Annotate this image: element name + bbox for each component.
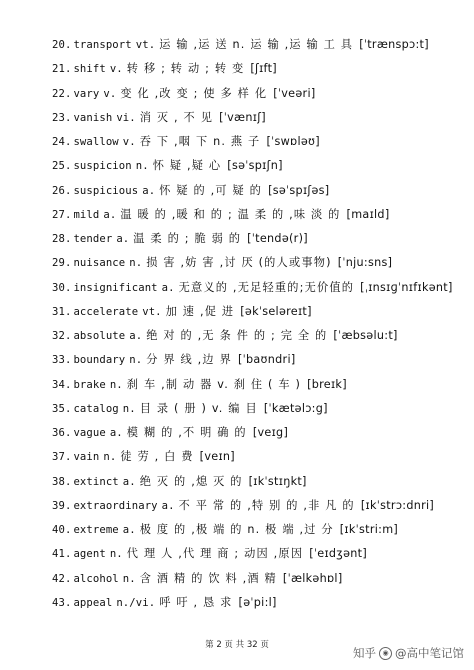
entry-meaning: 刹 车 ,制 动 器 v. 刹 住 ( 车 ) [126, 377, 302, 391]
vocab-entry [52, 82, 470, 106]
entry-part-of-speech: a. [161, 499, 175, 512]
entry-word: swallow [73, 136, 119, 148]
entry-phonetic: [əkˈseləreɪt] [240, 304, 312, 318]
entry-word: accelerate [73, 305, 139, 318]
entry-meaning: 损 害 ,妨 害 ,讨 厌 (的人或事物) [146, 256, 332, 270]
entry-meaning: 代 理 人 ,代 理 商 ; 动因 ,原因 [126, 547, 304, 561]
entry-word: agent [73, 548, 106, 561]
vocab-entry [52, 227, 470, 251]
entry-number: 33. [52, 354, 72, 367]
entry-part-of-speech: a. [129, 330, 143, 342]
entry-meaning: 无意义的 ,无足轻重的;无价值的 [178, 280, 355, 294]
entry-meaning: 吞 下 ,咽 下 n. 燕 子 [139, 135, 261, 148]
entry-number: 39. [52, 499, 72, 512]
vocabulary-list [52, 33, 470, 615]
entry-number: 25. [52, 160, 72, 173]
vocab-entry [52, 33, 470, 57]
watermark-author: @高中笔记馆 [395, 646, 464, 660]
entry-number: 20. [52, 39, 72, 51]
entry-word: catalog [73, 402, 119, 415]
entry-meaning: 怀 疑 ,疑 心 [152, 159, 222, 173]
entry-number: 23. [52, 111, 72, 124]
entry-part-of-speech: n. [135, 160, 149, 173]
entry-part-of-speech: a. [122, 475, 136, 488]
entry-part-of-speech: vi. [116, 111, 136, 124]
entry-meaning: 不 平 常 的 ,特 别 的 ,非 凡 的 [178, 498, 355, 512]
entry-word: vanish [73, 111, 113, 124]
entry-meaning: 模 糊 的 ,不 明 确 的 [126, 426, 247, 439]
entry-part-of-speech: n. [129, 257, 143, 270]
entry-part-of-speech: n. [129, 354, 143, 367]
entry-number: 42. [52, 572, 72, 585]
entry-phonetic: [ˈnju:sns] [337, 256, 393, 270]
entry-part-of-speech: v. [109, 63, 123, 76]
entry-meaning: 分 界 线 ,边 界 [146, 353, 232, 367]
entry-meaning: 绝 对 的 ,无 条 件 的 ; 完 全 的 [146, 329, 328, 342]
entry-phonetic: [səˈspɪʃəs] [268, 183, 330, 197]
entry-phonetic: [ˈtendə(r)] [247, 232, 308, 245]
entry-word: boundary [73, 354, 126, 367]
entry-number: 40. [52, 524, 72, 536]
entry-number: 29. [52, 257, 72, 270]
entry-phonetic: [ˈkætəlɔ:g] [263, 401, 328, 415]
entry-number: 38. [52, 475, 72, 488]
entry-number: 32. [52, 330, 72, 342]
entry-part-of-speech: a. [109, 427, 123, 439]
entry-phonetic: [ɪkˈstrɔ:dnri] [360, 498, 435, 512]
entry-word: absolute [73, 330, 126, 342]
entry-word: vague [73, 427, 106, 439]
entry-meaning: 怀 疑 的 ,可 疑 的 [159, 183, 263, 197]
entry-part-of-speech: a. [116, 233, 130, 245]
entry-phonetic: [əˈpi:l] [238, 595, 277, 609]
entry-word: vain [73, 451, 100, 464]
vocab-entry [52, 203, 470, 227]
entry-phonetic: [breɪk] [307, 377, 347, 391]
vocab-entry [52, 251, 470, 275]
entry-meaning: 温 暖 的 ,暖 和 的 ; 温 柔 的 ,味 淡 的 [120, 207, 341, 221]
entry-meaning: 运 输 ,运 送 n. 运 输 ,运 输 工 具 [159, 38, 354, 51]
entry-word: alcohol [73, 572, 119, 585]
entry-number: 34. [52, 378, 72, 391]
entry-meaning: 含 酒 精 的 饮 料 ,酒 精 [139, 571, 277, 585]
entry-part-of-speech: a. [122, 524, 136, 536]
entry-word: appeal [73, 596, 113, 609]
entry-part-of-speech: n. [109, 548, 123, 561]
entry-meaning: 徒 劳 , 白 费 [120, 450, 194, 464]
entry-meaning: 变 化 ,改 变 ; 使 多 样 化 [120, 86, 268, 100]
entry-meaning: 目 录 ( 册 ) v. 编 目 [139, 401, 258, 415]
vocab-entry [52, 494, 470, 518]
watermark-site: 知乎 [353, 646, 376, 660]
entry-word: tender [73, 233, 113, 245]
vocab-entry [52, 154, 470, 178]
entry-part-of-speech: a. [103, 208, 117, 221]
entry-phonetic: [ˈbaʊndri] [237, 353, 296, 367]
entry-number: 24. [52, 136, 72, 148]
entry-phonetic: [ˈeɪdʒənt] [309, 547, 367, 561]
entry-part-of-speech: a. [161, 281, 175, 294]
entry-part-of-speech: n. [122, 572, 136, 585]
vocab-entry [52, 276, 470, 300]
entry-meaning: 温 柔 的 ; 脆 弱 的 [133, 232, 242, 245]
entry-number: 37. [52, 451, 72, 464]
entry-phonetic: [maɪld] [346, 207, 390, 221]
vocab-entry [52, 324, 470, 348]
watermark [353, 645, 464, 661]
entry-word: nuisance [73, 257, 126, 270]
entry-phonetic: [veɪg] [252, 426, 289, 439]
entry-phonetic: [ˈveəri] [273, 86, 316, 100]
entry-number: 31. [52, 305, 72, 318]
vocab-entry [52, 470, 470, 494]
entry-phonetic: [ɪkˈstɪŋkt] [248, 474, 307, 488]
entry-phonetic: [ˈæbsəlu:t] [333, 329, 398, 342]
entry-phonetic: [ˈælkəhɒl] [282, 571, 343, 585]
entry-meaning: 转 移 ; 转 动 ; 转 变 [126, 62, 245, 76]
entry-part-of-speech: vt. [142, 305, 162, 318]
entry-phonetic: [ʃɪft] [250, 62, 277, 76]
entry-part-of-speech: n. [109, 378, 123, 391]
entry-part-of-speech: v. [103, 87, 117, 100]
entry-word: extreme [73, 524, 119, 536]
entry-number: 43. [52, 596, 72, 609]
entry-meaning: 加 速 ,促 进 [165, 304, 235, 318]
entry-part-of-speech: vt. [135, 39, 156, 51]
vocab-entry [52, 130, 470, 154]
entry-number: 26. [52, 184, 72, 197]
vocab-entry [52, 179, 470, 203]
page-number-label: 第 2 页 共 32 页 [205, 640, 269, 650]
entry-meaning: 极 度 的 ,极 端 的 n. 极 端 ,过 分 [139, 523, 334, 536]
entry-part-of-speech: v. [122, 136, 136, 148]
entry-phonetic: [ˈswɒləʊ] [266, 135, 320, 148]
entry-phonetic: [veɪn] [199, 450, 235, 464]
entry-word: extraordinary [73, 499, 158, 512]
entry-phonetic: [səˈspɪʃn] [227, 159, 283, 173]
entry-word: mild [73, 208, 100, 221]
entry-word: brake [73, 378, 106, 391]
entry-word: extinct [73, 475, 119, 488]
vocab-entry [52, 567, 470, 591]
vocab-entry [52, 445, 470, 469]
entry-word: insignificant [73, 281, 158, 294]
entry-word: shift [73, 63, 106, 76]
vocab-entry [52, 542, 470, 566]
entry-meaning: 消 灭 , 不 见 [139, 110, 214, 124]
vocab-entry [52, 421, 470, 445]
entry-phonetic: [ˈtrænspɔ:t] [359, 38, 429, 51]
vocab-entry [52, 518, 470, 542]
entry-number: 30. [52, 281, 72, 294]
entry-number: 22. [52, 87, 72, 100]
entry-part-of-speech: n. [103, 451, 117, 464]
entry-part-of-speech: n./vi. [116, 596, 156, 609]
entry-number: 35. [52, 402, 72, 415]
entry-word: vary [73, 87, 100, 100]
entry-number: 36. [52, 427, 72, 439]
entry-word: suspicion [73, 160, 132, 173]
vocab-entry [52, 106, 470, 130]
vocab-entry [52, 373, 470, 397]
vocab-entry [52, 348, 470, 372]
entry-number: 28. [52, 233, 72, 245]
entry-number: 21. [52, 63, 72, 76]
entry-phonetic: [ɪkˈstri:m] [339, 523, 399, 536]
entry-part-of-speech: n. [122, 402, 136, 415]
entry-phonetic: [ˌɪnsɪɡˈnɪfɪkənt] [360, 280, 453, 294]
vocab-entry [52, 397, 470, 421]
vocab-entry [52, 591, 470, 615]
entry-meaning: 呼 吁 , 恳 求 [159, 595, 233, 609]
entry-word: suspicious [73, 184, 139, 197]
entry-meaning: 绝 灭 的 ,熄 灭 的 [139, 474, 243, 488]
vocab-entry [52, 57, 470, 81]
entry-part-of-speech: a. [142, 184, 156, 197]
entry-phonetic: [ˈvænɪʃ] [219, 110, 266, 124]
entry-number: 41. [52, 548, 72, 561]
entry-word: transport [73, 39, 132, 51]
entry-number: 27. [52, 208, 72, 221]
vocab-entry [52, 300, 470, 324]
watermark-icon: ◉ [379, 647, 392, 660]
